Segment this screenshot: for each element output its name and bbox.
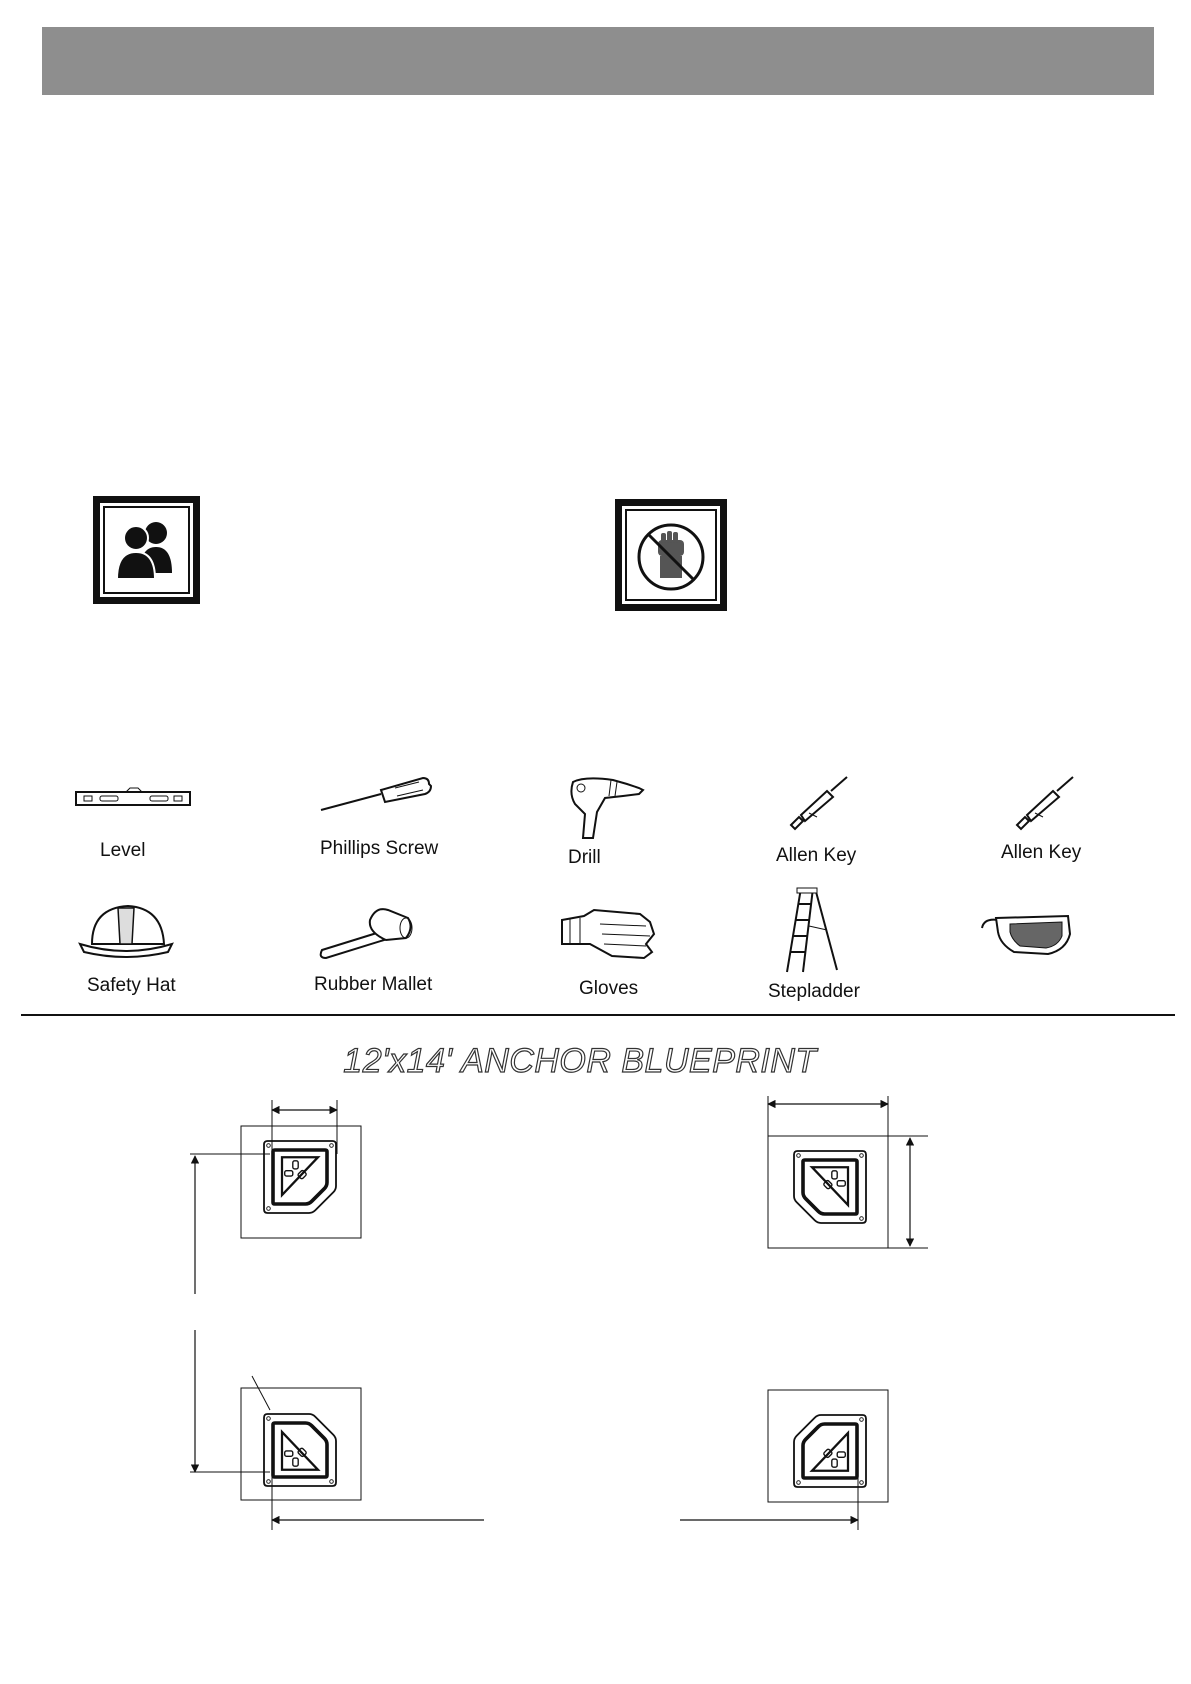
tool-label-rubber-mallet: Rubber Mallet [314,974,433,995]
safety-hat-icon [78,900,174,960]
anchor-blueprint-diagram [0,1084,1191,1684]
level-icon [74,786,194,816]
stepladder-icon [785,886,841,974]
section-divider [21,1014,1175,1016]
tool-label-allen-key-2: Allen Key [1001,842,1082,863]
tool-label-allen-key-1: Allen Key [776,845,857,866]
rubber-mallet-icon [318,902,414,962]
drill-icon [567,774,649,842]
two-people-icon [100,503,193,597]
tool-label-phillips-screw: Phillips Screw [320,838,439,859]
tool-label-stepladder: Stepladder [768,981,860,1002]
gloves-icon [560,904,656,962]
header-bar [42,27,1154,95]
no-force-icon [622,506,720,604]
two-person-warning-box [93,496,200,604]
blueprint-title: 12'x14' ANCHOR BLUEPRINT [343,1042,817,1080]
allen-key-icon [1015,775,1077,831]
tool-label-level: Level [100,840,146,861]
tool-label-drill: Drill [568,847,601,868]
allen-key-icon [789,775,851,831]
safety-glasses-icon [980,910,1072,960]
screwdriver-icon [319,774,434,814]
tool-label-gloves: Gloves [579,978,639,999]
no-force-warning-box [615,499,727,611]
tool-label-safety-hat: Safety Hat [87,975,176,996]
